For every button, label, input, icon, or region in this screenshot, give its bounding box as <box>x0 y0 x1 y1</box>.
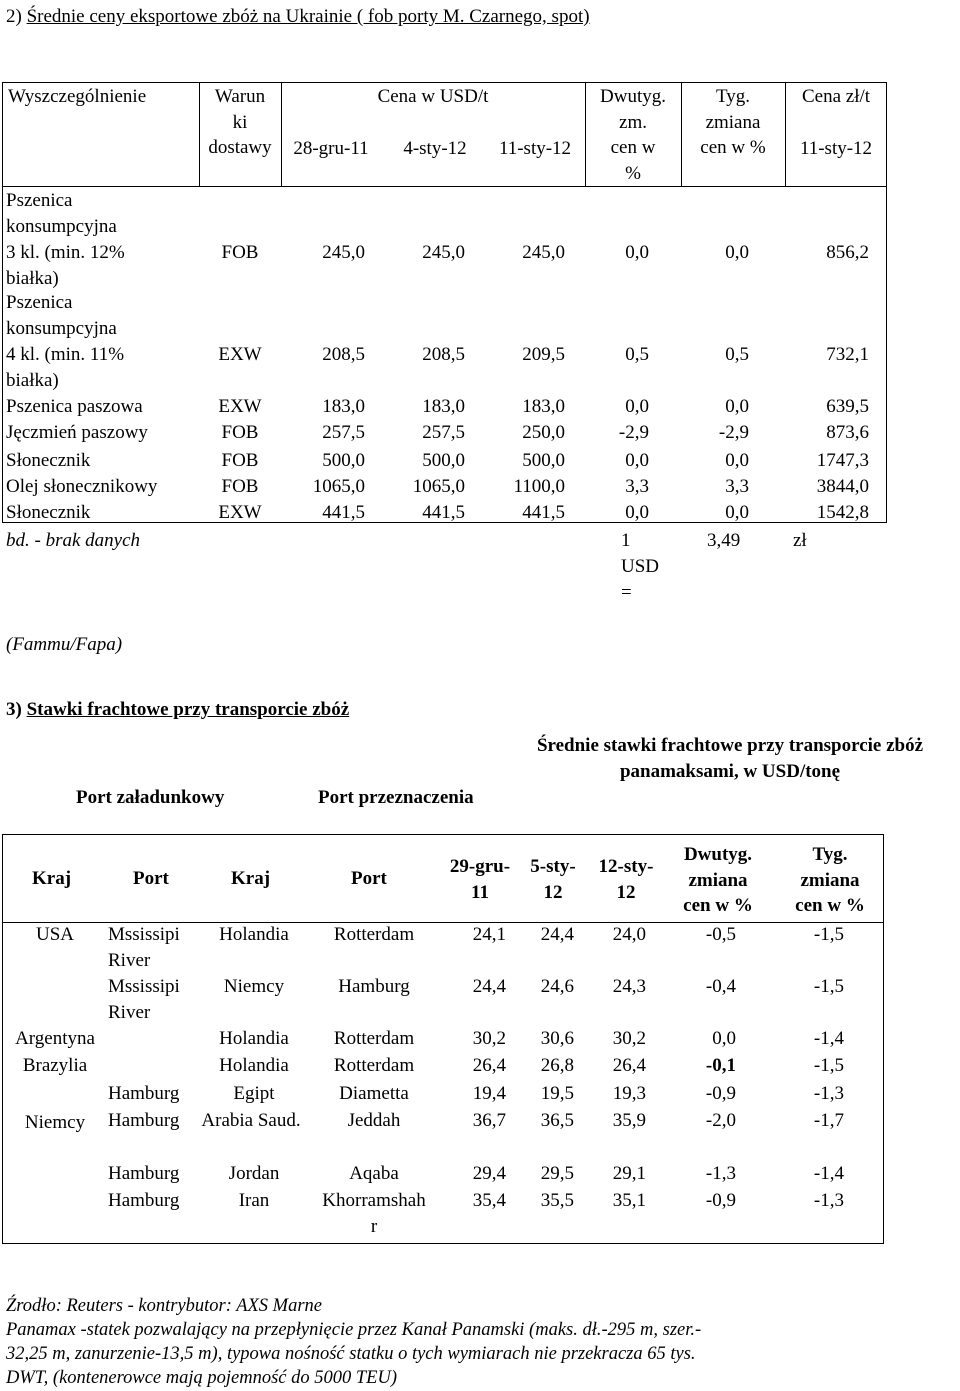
price-cell-pln: 1542,8 <box>816 502 869 523</box>
freight-d1: 29,4 <box>472 1163 506 1184</box>
freight-dw: -0,9 <box>705 1190 736 1211</box>
freight-d1: 35,4 <box>472 1190 506 1211</box>
price-cell-v3: 441,5 <box>522 502 565 523</box>
price-cell-terms: FOB <box>221 450 259 471</box>
freight-dw: 0,0 <box>712 1028 736 1049</box>
price-cell-pln: 639,5 <box>826 396 869 417</box>
price-cell-pln: 1747,3 <box>816 450 869 471</box>
footer-note: DWT, (kontenerowce mają pojemność do 5000 TEU) <box>6 1368 398 1388</box>
price-cell-dw: 0,0 <box>625 450 649 471</box>
freight-d1: 24,4 <box>472 976 506 997</box>
price-cell-tyg: 0,5 <box>725 344 749 365</box>
freight-kraj2: Holandia <box>219 1055 289 1076</box>
freight-kraj2: Holandia <box>219 1028 289 1049</box>
price-cell-dw: 3,3 <box>625 476 649 497</box>
price-cell-v2: 500,0 <box>422 450 465 471</box>
freight-d3: 35,1 <box>612 1190 646 1211</box>
freight-dw: -0,5 <box>705 924 736 945</box>
freight-kraj1: USA <box>35 924 74 945</box>
price-row-name: Pszenica konsumpcyjna 4 kl. (min. 11% białka) <box>6 292 125 391</box>
freight-d3: 29,1 <box>612 1163 646 1184</box>
price-cell-v2: 1065,0 <box>412 476 465 497</box>
header-port2: Port <box>351 868 387 889</box>
avg-freight-title: Średnie stawki frachtowe przy transporcie zbóż panamaksami, w USD/tonę <box>536 735 924 782</box>
footer-note: 32,25 m, zanurzenie-13,5 m), typowa nośność statku o tych wymiarach nie przekracza 65 tys. <box>6 1344 696 1364</box>
header-price-usd: Cena w USD/t <box>377 86 489 107</box>
header-d3: 12-sty- 12 <box>598 856 654 903</box>
price-cell-terms: FOB <box>221 422 259 443</box>
freight-d2: 19,5 <box>540 1083 574 1104</box>
header-weekly: Dwutyg. zm. cen w % <box>600 86 666 184</box>
price-cell-v2: 183,0 <box>422 396 465 417</box>
freight-tyg: -1,3 <box>813 1083 844 1104</box>
freight-kraj1: Niemcy <box>24 1112 86 1133</box>
price-cell-dw: 0,0 <box>625 502 649 523</box>
freight-d1: 30,2 <box>472 1028 506 1049</box>
price-cell-tyg: 3,3 <box>725 476 749 497</box>
freight-port1: Mssissipi River <box>108 976 180 1023</box>
freight-port2: Diametta <box>339 1083 409 1104</box>
header-d2: 5-sty- 12 <box>530 856 576 903</box>
freight-d3: 35,9 <box>612 1110 646 1131</box>
price-cell-v1: 1065,0 <box>312 476 365 497</box>
freight-tyg: -1,4 <box>813 1028 844 1049</box>
price-cell-terms: EXW <box>218 344 262 365</box>
header-port1: Port <box>133 868 169 889</box>
freight-port2: Khorramshah r <box>322 1190 426 1237</box>
price-cell-tyg: 0,0 <box>725 450 749 471</box>
price-cell-terms: EXW <box>218 502 262 523</box>
freight-kraj2: Jordan <box>228 1163 280 1184</box>
freight-d2: 36,5 <box>540 1110 574 1131</box>
freight-port2: Rotterdam <box>333 1028 415 1049</box>
price-row-name: Słonecznik <box>6 502 91 523</box>
price-row-name: Jęczmień paszowy <box>6 422 148 443</box>
freight-d2: 24,4 <box>540 924 574 945</box>
price-cell-v2: 208,5 <box>422 344 465 365</box>
freight-port1: Hamburg <box>108 1163 180 1184</box>
price-cell-tyg: 0,0 <box>725 502 749 523</box>
freight-d2: 26,8 <box>540 1055 574 1076</box>
freight-kraj2: Niemcy <box>223 976 285 997</box>
freight-footer <box>6 1294 701 1390</box>
price-cell-pln: 873,6 <box>826 422 869 443</box>
header-kraj1: Kraj <box>32 868 72 889</box>
freight-kraj1: Argentyna <box>15 1028 95 1049</box>
freight-d2: 30,6 <box>540 1028 574 1049</box>
price-cell-v2: 245,0 <box>422 242 465 263</box>
section-title: Średnie ceny eksportowe zbóż na Ukrainie ( fob porty M. Czarnego, spot) <box>26 6 590 27</box>
price-cell-v2: 441,5 <box>422 502 465 523</box>
price-cell-v3: 500,0 <box>522 450 565 471</box>
header-date-1: 28-gru-11 <box>293 138 369 159</box>
freight-d3: 24,0 <box>612 924 646 945</box>
header-freight-dw: Dwutyg. zmiana cen w % <box>683 844 753 917</box>
freight-tyg: -1,4 <box>813 1163 844 1184</box>
freight-port1: Hamburg <box>108 1110 180 1131</box>
freight-kraj2: Iran <box>238 1190 270 1211</box>
header-date-3: 11-sty-12 <box>498 138 572 159</box>
freight-d2: 29,5 <box>540 1163 574 1184</box>
freight-port1: Hamburg <box>108 1190 180 1211</box>
price-row-name: Pszenica konsumpcyjna 3 kl. (min. 12% białka) <box>6 190 125 289</box>
price-cell-v3: 209,5 <box>522 344 565 365</box>
freight-dw: -0,4 <box>705 976 736 997</box>
freight-tyg: -1,5 <box>813 1055 844 1076</box>
freight-tyg: -1,5 <box>813 976 844 997</box>
rate-usd: 1 USD = <box>621 530 660 603</box>
freight-kraj2: Holandia <box>219 924 289 945</box>
price-cell-terms: EXW <box>218 396 262 417</box>
price-cell-v3: 250,0 <box>522 422 565 443</box>
freight-tyg: -1,3 <box>813 1190 844 1211</box>
price-cell-terms: FOB <box>221 242 259 263</box>
freight-port2: Rotterdam <box>333 924 415 945</box>
price-cell-tyg: 0,0 <box>725 396 749 417</box>
price-cell-v1: 245,0 <box>322 242 365 263</box>
freight-d3: 24,3 <box>612 976 646 997</box>
section-title: Stawki frachtowe przy transporcie zbóż <box>26 699 350 720</box>
freight-kraj2: Egipt <box>233 1083 275 1104</box>
price-cell-dw: 0,0 <box>625 242 649 263</box>
price-row-name: Olej słonecznikowy <box>6 476 158 497</box>
freight-port2: Jeddah <box>347 1110 401 1131</box>
port-dest-label: Port przeznaczenia <box>318 787 474 808</box>
header-tyg: Tyg. zmiana cen w % <box>700 86 766 159</box>
price-cell-v1: 183,0 <box>322 396 365 417</box>
rate-value: 3,49 <box>707 530 741 551</box>
section2-heading <box>6 4 590 30</box>
price-cell-v1: 500,0 <box>322 450 365 471</box>
note-bd: bd. - brak danych <box>6 530 141 551</box>
price-cell-v3: 183,0 <box>522 396 565 417</box>
section-number: 2) <box>6 6 22 27</box>
header-terms: Warun ki dostawy <box>208 86 272 159</box>
freight-d1: 24,1 <box>472 924 506 945</box>
price-row-name: Pszenica paszowa <box>6 396 143 417</box>
freight-d3: 26,4 <box>612 1055 646 1076</box>
freight-port2: Aqaba <box>349 1163 399 1184</box>
freight-d2: 24,6 <box>540 976 574 997</box>
price-cell-dw: -2,9 <box>618 422 649 443</box>
freight-port1: Hamburg <box>108 1083 180 1104</box>
freight-dw: -0,1 <box>705 1055 736 1076</box>
price-cell-pln: 732,1 <box>826 344 869 365</box>
freight-dw: -0,9 <box>705 1083 736 1104</box>
price-cell-tyg: 0,0 <box>725 242 749 263</box>
price-cell-pln: 856,2 <box>826 242 869 263</box>
freight-dw: -2,0 <box>705 1110 736 1131</box>
price-cell-v3: 245,0 <box>522 242 565 263</box>
price-cell-dw: 0,5 <box>625 344 649 365</box>
price-cell-v1: 257,5 <box>322 422 365 443</box>
freight-port2: Hamburg <box>338 976 410 997</box>
freight-d3: 30,2 <box>612 1028 646 1049</box>
footer-source: Źrodło: Reuters - kontrybutor: AXS Marne <box>6 1296 322 1316</box>
freight-dw: -1,3 <box>705 1163 736 1184</box>
price-cell-tyg: -2,9 <box>718 422 749 443</box>
freight-kraj2: Arabia Saud. <box>201 1110 301 1131</box>
freight-d1: 19,4 <box>472 1083 506 1104</box>
price-cell-v1: 208,5 <box>322 344 365 365</box>
price-cell-v1: 441,5 <box>322 502 365 523</box>
source-fammu: (Fammu/Fapa) <box>6 634 123 655</box>
freight-kraj1: Brazylia <box>22 1055 88 1076</box>
freight-d1: 26,4 <box>472 1055 506 1076</box>
header-kraj2: Kraj <box>231 868 271 889</box>
footer-note: Panamax -statek pozwalający na przepłynięcie przez Kanał Panamski (maks. dł.-295 m, szer.- <box>6 1320 702 1340</box>
freight-port2: Rotterdam <box>333 1055 415 1076</box>
section3-heading <box>6 697 349 723</box>
price-row-name: Słonecznik <box>6 450 91 471</box>
freight-d1: 36,7 <box>472 1110 506 1131</box>
freight-port1: Mssissipi River <box>108 924 180 971</box>
freight-d2: 35,5 <box>540 1190 574 1211</box>
freight-tyg: -1,7 <box>813 1110 844 1131</box>
freight-d3: 19,3 <box>612 1083 646 1104</box>
header-d1: 29-gru- 11 <box>449 856 511 903</box>
header-pln-date: 11-sty-12 <box>799 138 873 159</box>
price-cell-v3: 1100,0 <box>513 476 565 497</box>
header-item: Wyszczególnienie <box>8 86 147 107</box>
header-price-pln: Cena zł/t <box>801 86 871 107</box>
header-date-2: 4-sty-12 <box>403 138 467 159</box>
header-freight-tyg: Tyg. zmiana cen w % <box>795 844 865 917</box>
port-loading-label: Port załadunkowy <box>76 787 225 808</box>
section-number: 3) <box>6 699 22 720</box>
rate-unit: zł <box>793 530 807 551</box>
freight-tyg: -1,5 <box>813 924 844 945</box>
price-cell-dw: 0,0 <box>625 396 649 417</box>
price-cell-pln: 3844,0 <box>816 476 869 497</box>
price-cell-v2: 257,5 <box>422 422 465 443</box>
price-table-header-divider <box>2 186 887 187</box>
price-cell-terms: FOB <box>221 476 259 497</box>
